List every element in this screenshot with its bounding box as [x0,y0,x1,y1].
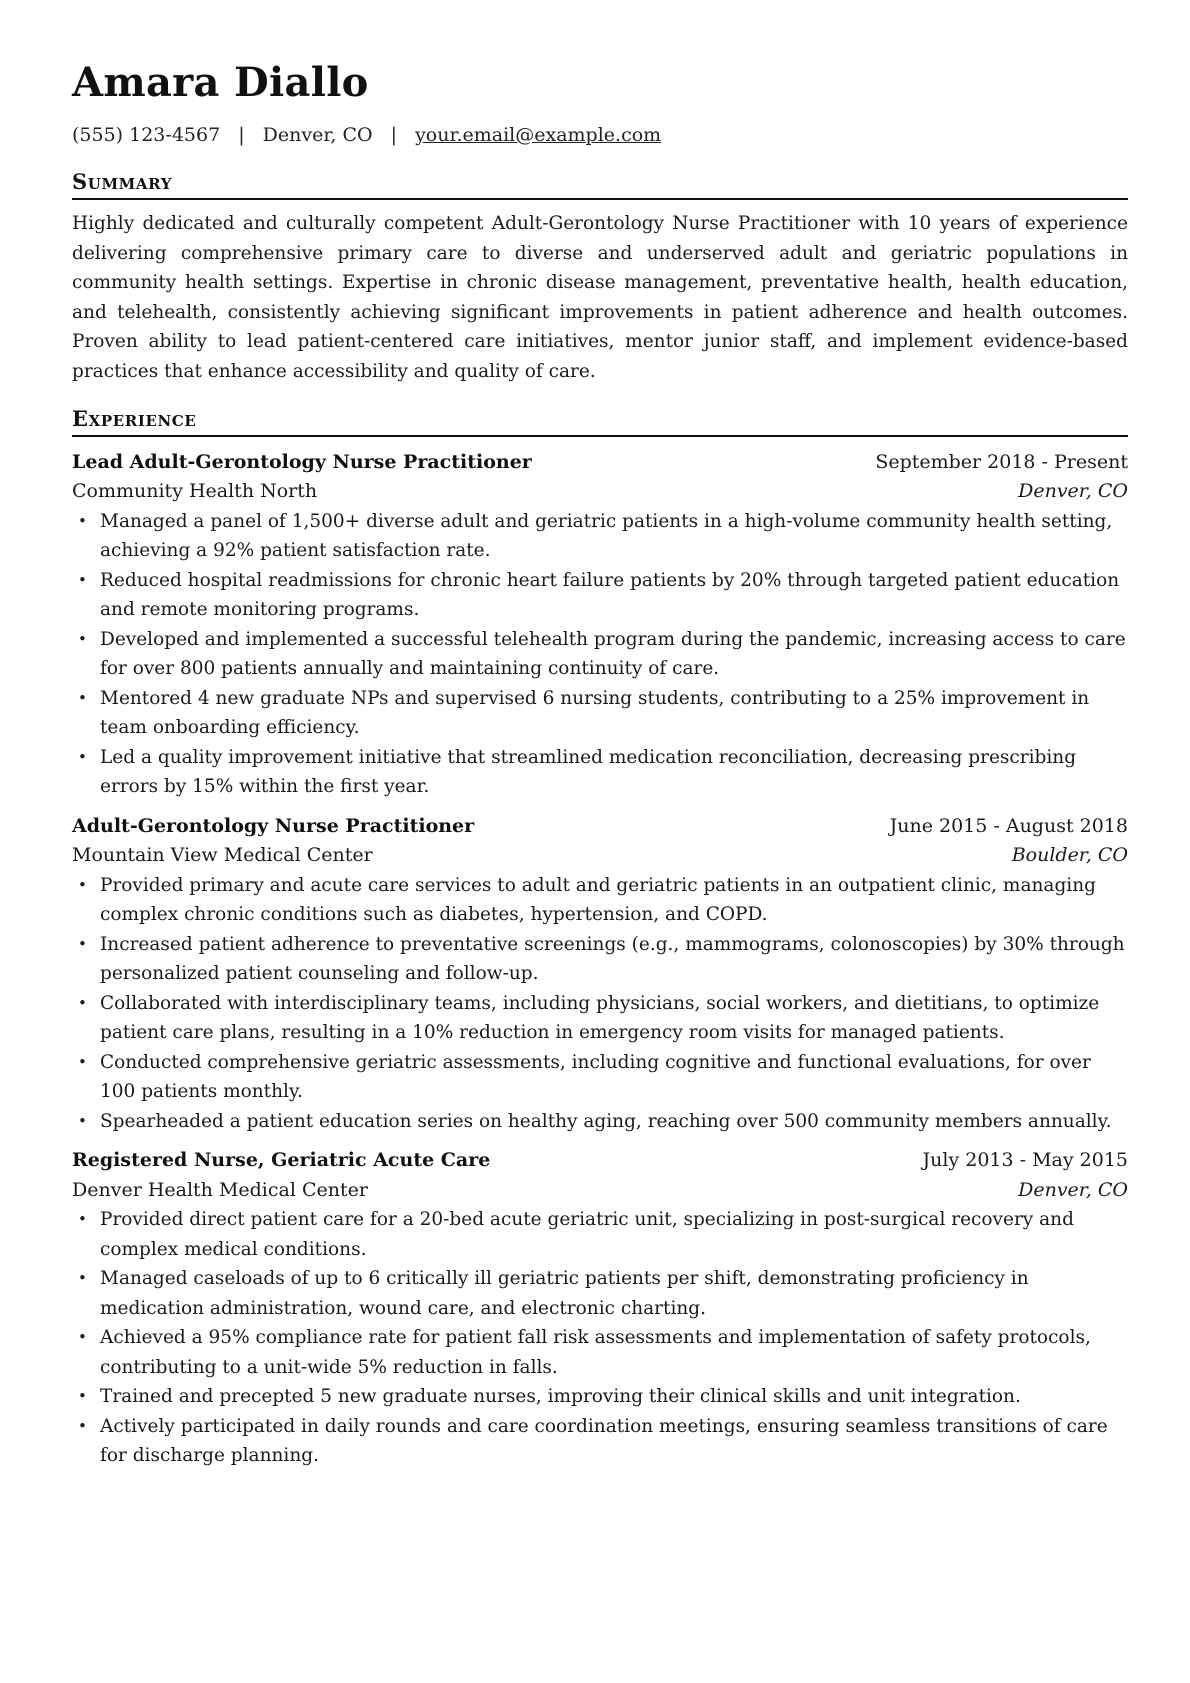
job-title-row [72,1146,1128,1176]
bullet-text: Led a quality improvement initiative that streamlined medication reconciliation, decreasing prescribing errors by 15% within the first year. [100,746,1077,798]
job-title: Adult-Gerontology Nurse Practitioner [72,814,475,837]
bullet-text: Provided primary and acute care services to adult and geriatric patients in an outpatient clinic, managing complex chronic conditions such as diabetes, hypertension, and COPD. [100,874,1096,926]
job-title: Lead Adult-Gerontology Nurse Practitioner [72,450,532,473]
email-link[interactable]: your.email@example.com [415,124,662,146]
bullet-icon: • [78,993,87,1012]
bullet-item [72,989,1128,1048]
bullet-icon: • [78,1210,87,1229]
job-entry [72,448,1128,802]
job-organization: Denver Health Medical Center [72,1178,368,1201]
bullet-text: Conducted comprehensive geriatric assessments, including cognitive and functional evaluations, for over 100 patients monthly. [100,1051,1091,1103]
bullet-item [72,1412,1128,1471]
job-location: Denver, CO [1018,480,1128,503]
bullet-icon: • [78,1416,87,1435]
candidate-name: Amara Diallo [72,59,369,106]
bullet-text: Reduced hospital readmissions for chronic heart failure patients by 20% through targeted patient education and remote monitoring programs. [100,569,1120,621]
bullet-icon: • [78,1328,87,1347]
bullet-item [72,1382,1128,1412]
contact-separator: | [390,124,398,146]
bullet-icon: • [78,511,87,530]
bullet-icon: • [78,875,87,894]
job-title-row [72,448,1128,478]
job-bullet-list [72,507,1128,802]
bullet-icon: • [78,934,87,953]
bullet-item [72,507,1128,566]
contact-separator: | [238,124,245,146]
bullet-icon: • [78,688,87,707]
bullet-icon: • [78,629,87,648]
bullet-item [72,1205,1128,1264]
job-location: Denver, CO [1018,1178,1128,1201]
bullet-item [72,1048,1128,1107]
bullet-text: Managed caseloads of up to 6 critically ill geriatric patients per shift, demonstrating proficiency in medication administration, wound care, and electronic charting. [100,1268,1029,1319]
job-title-row [72,812,1128,842]
bullet-item [72,684,1128,743]
job-entry [72,1146,1128,1471]
summary-paragraph: Highly dedicated and culturally competent Adult-Gerontology Nurse Practitioner with 10 years of experience delivering comprehensive primary care to diverse and underserved adult and geriatric populations in community health settings. Expertise in chronic disease management, preventative health, health education, and telehealth, consistently achieving significant improvements in patient adherence and health outcomes. Proven ability to lead patient-centered care initiatives, mentor junior staff, and implement evidence-based practices that enhance accessibility and quality of care. [72,213,1128,382]
bullet-text: Trained and precepted 5 new graduate nurses, improving their clinical skills and unit integration. [100,1386,1021,1408]
bullet-item [72,871,1128,930]
phone-number: (555) 123-4567 [72,124,221,146]
contact-line [72,122,1128,148]
job-organization: Community Health North [72,480,318,503]
job-org-row [72,841,1128,871]
summary-heading: Summary [72,168,1128,200]
bullet-text: Increased patient adherence to preventative screenings (e.g., mammograms, colonoscopies) by 30% through personalized patient counseling and follow-up. [100,933,1125,985]
bullet-item [72,743,1128,802]
job-bullet-list [72,871,1128,1137]
bullet-text: Spearheaded a patient education series on healthy aging, reaching over 500 community members annually. [100,1110,1112,1132]
job-location: Boulder, CO [1011,844,1128,867]
job-dates: September 2018 - Present [875,450,1128,473]
bullet-item [72,1107,1128,1137]
bullet-icon: • [78,1111,87,1130]
bullet-text: Developed and implemented a successful telehealth program during the pandemic, increasing access to care for over 800 patients annually and maintaining continuity of care. [100,628,1126,680]
job-org-row [72,1176,1128,1206]
bullet-item [72,1323,1128,1382]
bullet-text: Managed a panel of 1,500+ diverse adult and geriatric patients in a high-volume community health setting, achieving a 92% patient satisfaction rate. [100,510,1113,562]
bullet-text: Achieved a 95% compliance rate for patient fall risk assessments and implementation of safety protocols, contributing to a unit-wide 5% reduction in falls. [100,1327,1091,1378]
bullet-text: Actively participated in daily rounds and care coordination meetings, ensuring seamless transitions of care for discharge planning. [100,1415,1108,1467]
job-dates: July 2013 - May 2015 [922,1149,1128,1172]
bullet-item [72,625,1128,684]
job-organization: Mountain View Medical Center [72,844,373,867]
job-org-row [72,477,1128,507]
bullet-icon: • [78,570,87,589]
bullet-text: Collaborated with interdisciplinary teams, including physicians, social workers, and dietitians, to optimize patient care plans, resulting in a 10% reduction in emergency room visits for managed patients. [100,992,1100,1044]
job-bullet-list [72,1205,1128,1471]
experience-heading: Experience [72,405,1128,437]
resume-page [72,58,1128,1471]
bullet-icon: • [78,1052,87,1071]
job-entry [72,812,1128,1137]
bullet-text: Mentored 4 new graduate NPs and supervised 6 nursing students, contributing to a 25% improvement in team onboarding efficiency. [100,687,1090,739]
bullet-text: Provided direct patient care for a 20-bed acute geriatric unit, specializing in post-surgical recovery and complex medical conditions. [100,1209,1074,1260]
bullet-item [72,566,1128,625]
experience-list [72,448,1128,1471]
location-text: Denver, CO [262,124,373,146]
bullet-icon: • [78,1387,87,1406]
job-title: Registered Nurse, Geriatric Acute Care [72,1149,491,1172]
bullet-icon: • [78,747,87,766]
bullet-item [72,1264,1128,1323]
bullet-icon: • [78,1269,87,1288]
job-dates: June 2015 - August 2018 [889,814,1128,837]
bullet-item [72,930,1128,989]
